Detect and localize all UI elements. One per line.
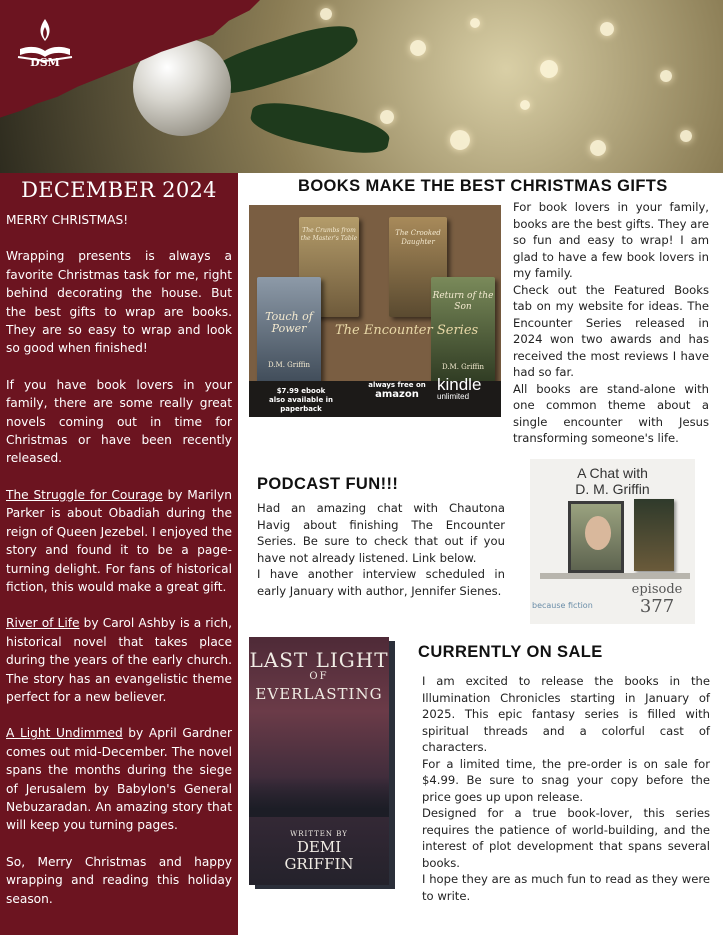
left-column: [0, 173, 238, 935]
bokeh-light: [520, 100, 530, 110]
bokeh-light: [320, 8, 332, 20]
bokeh-light: [470, 18, 480, 28]
book-recommendation: [6, 486, 232, 596]
logo-text: DSM: [30, 56, 60, 69]
podcast-image-title: A Chat with D. M. Griffin: [575, 465, 650, 497]
closing-paragraph: So, Merry Christmas and happy wrapping and reading this holiday season.: [6, 854, 232, 906]
book-description: by April Gardner comes out mid-December. The novel spans the months during the siege of Jerusalem by Babylon's General Nebuzaradan. An amazing story that will keep you turning pages.: [6, 726, 232, 833]
book-link-struggle-for-courage[interactable]: The Struggle for Courage: [6, 487, 163, 502]
book-cover-return-of-the-son: Return of the Son D.M. Griffin: [431, 277, 495, 385]
books-paragraph: All books are stand-alone with one common theme about a single encounter with Jesus transforming someone's life.: [513, 381, 709, 445]
book-cover-return-of-the-son: [634, 499, 674, 571]
bokeh-light: [540, 60, 558, 78]
last-light-book-cover: [249, 637, 389, 885]
books-section-heading: BOOKS MAKE THE BEST CHRISTMAS GIFTS: [298, 177, 668, 195]
encounter-series-image: [249, 205, 501, 417]
sale-text: [422, 673, 710, 904]
podcast-heading: PODCAST FUN!!!: [257, 475, 399, 493]
bokeh-light: [410, 40, 426, 56]
book-link-a-light-undimmed[interactable]: A Light Undimmed: [6, 726, 123, 741]
book-lovers-paragraph: If you have book lovers in your family, there are some really great novels coming out in time for Christmas or have been recently released.: [6, 377, 232, 466]
podcast-paragraph: Had an amazing chat with Chautona Havig about finishing The Encounter Series. Be sure to check that out if you have not already listened. Link below.: [257, 501, 505, 565]
bokeh-light: [660, 70, 672, 82]
sale-heading: CURRENTLY ON SALE: [418, 643, 603, 661]
left-column-text: [6, 211, 232, 908]
cover-cityscape: [249, 777, 389, 817]
podcast-episode-image[interactable]: [530, 459, 695, 624]
book-cover-crooked-daughter: The Crooked Daughter: [389, 217, 447, 317]
bokeh-light: [590, 140, 606, 156]
books-section-text: [513, 199, 709, 447]
bokeh-light: [680, 130, 692, 142]
greeting: MERRY CHRISTMAS!: [6, 213, 129, 227]
header-banner: [0, 0, 723, 173]
sale-paragraph: Designed for a true book-lover, this series requires the patience of world-building, and the interest of plot development that spans several books.: [422, 806, 710, 870]
newsletter-month: DECEMBER 2024: [21, 178, 217, 202]
podcast-paragraph: I have another interview scheduled in early January with author, Jennifer Sienes.: [257, 567, 505, 598]
promo-amazon: always free on amazon: [368, 381, 426, 400]
book-recommendation: [6, 614, 232, 706]
book-recommendation: [6, 724, 232, 834]
pine-branch: [248, 96, 392, 160]
cover-author: WRITTEN BY DEMI GRIFFIN: [284, 830, 354, 873]
book-link-river-of-life[interactable]: River of Life: [6, 616, 80, 631]
book-cover-crumbs: The Crumbs from the Master's Table: [299, 217, 359, 317]
book-description: by Marilyn Parker is about Obadiah during the reign of Queen Jezebel. I enjoyed the story and found it to be a page-turning delight. For fans of historical fiction, this would make a great gift.: [6, 487, 232, 594]
intro-paragraph: Wrapping presents is always a favorite Christmas task for me, right behind decorating the house. But the best gifts to wrap are books. They are so easy to wrap and look so good when finished!: [6, 249, 232, 356]
book-cover-touch-of-power: Touch of Power D.M. Griffin: [257, 277, 321, 385]
promo-price: $7.99 ebook also available in paperback: [268, 387, 334, 413]
kindle-unlimited-logo: kindle unlimited: [437, 375, 482, 401]
podcast-text: [257, 500, 505, 599]
author-photo: [568, 501, 624, 573]
series-label: The Encounter Series: [335, 323, 479, 338]
sale-paragraph: I am excited to release the books in the Illumination Chronicles starting in January of 2025. This epic fantasy series is filled with spiritual threads and a colorful cast of characters.: [422, 674, 710, 754]
books-paragraph: Check out the Featured Books tab on my website for ideas. The Encounter Series released in 2024 won two awards and has received the most reviews I have had so far.: [513, 282, 709, 379]
episode-label: episode 377: [631, 582, 683, 617]
bokeh-light: [380, 110, 394, 124]
cover-title: LAST LIGHT OF EVERLASTING: [249, 648, 389, 703]
bokeh-light: [450, 130, 470, 150]
shelf: [540, 573, 690, 579]
podcast-brand: because fiction: [532, 601, 593, 610]
sale-paragraph: For a limited time, the pre-order is on sale for $4.99. Be sure to snag your copy before the price goes up upon release.: [422, 756, 710, 804]
book-description: by Carol Ashby is a rich, historical novel that takes place during the years of the early church. The story has an evangelistic theme perfect for a new believer.: [6, 616, 232, 704]
bokeh-light: [600, 22, 614, 36]
books-paragraph: For book lovers in your family, books are the best gifts. They are so fun and easy to wrap! I am glad to have a few book lovers in my family.: [513, 200, 709, 280]
sale-paragraph: I hope they are as much fun to read as they were to write.: [422, 872, 710, 903]
